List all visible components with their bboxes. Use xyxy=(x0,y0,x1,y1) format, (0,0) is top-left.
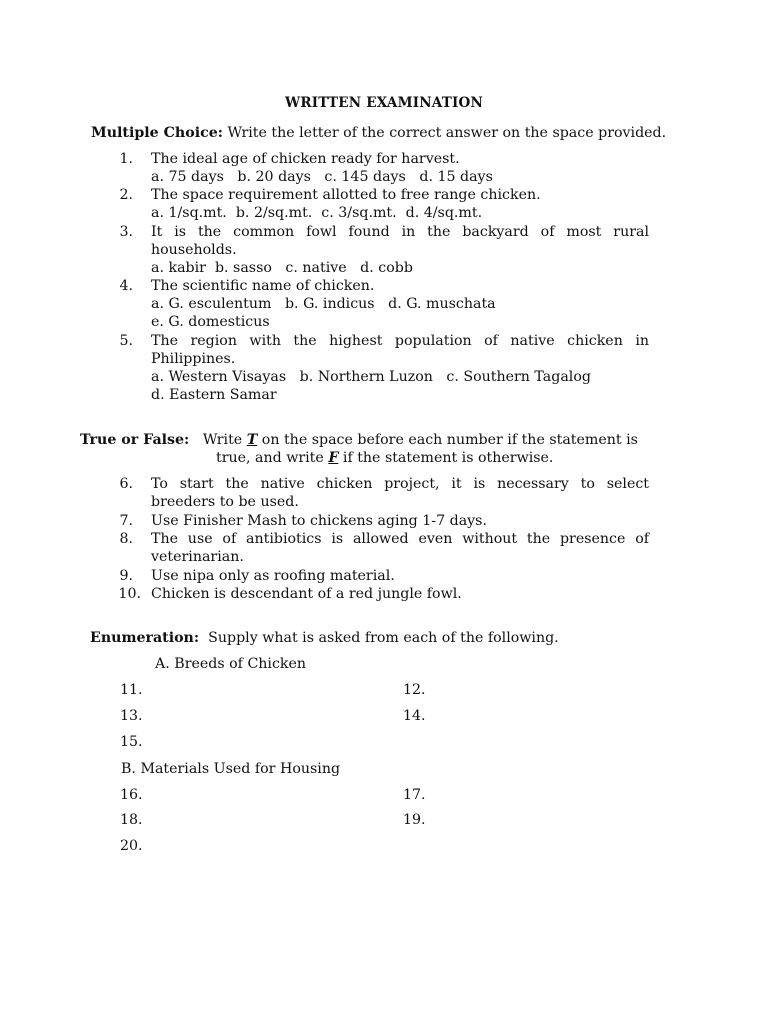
enum-instruction: Supply what is asked from each of the following. xyxy=(208,630,559,646)
question-number: 1. xyxy=(119,151,133,167)
enum-number: 20. xyxy=(120,838,143,854)
enum-number: 14. xyxy=(403,708,426,724)
tf-instruction-text: true, and write xyxy=(216,450,324,466)
enum-number: 19. xyxy=(403,812,426,828)
statement-text-continued: breeders to be used. xyxy=(151,494,299,510)
enum-number: 17. xyxy=(403,787,426,803)
question-text-continued: Philippines. xyxy=(151,351,236,367)
tf-instructions-continued xyxy=(216,449,553,467)
tf-instruction-text: on the space before each number if the statement is xyxy=(261,432,638,448)
false-letter: F xyxy=(328,450,339,466)
question-options: d. Eastern Samar xyxy=(151,387,277,403)
enum-number: 11. xyxy=(120,682,143,698)
question-number: 8. xyxy=(119,531,133,547)
statement-text: Use nipa only as roofing material. xyxy=(151,568,395,584)
enum-number: 13. xyxy=(120,708,143,724)
enum-group-label: B. Materials Used for Housing xyxy=(121,761,341,777)
mc-instructions xyxy=(91,124,666,142)
question-text: It is the common fowl found in the backyard of most rural xyxy=(151,224,649,240)
tf-heading: True or False: xyxy=(80,432,190,448)
tf-instruction-text: Write xyxy=(202,432,243,448)
question-options: a. G. esculentum b. G. indicus d. G. muschata xyxy=(151,296,496,312)
question-number: 7. xyxy=(119,513,133,529)
question-text: The scientific name of chicken. xyxy=(151,278,375,294)
page-title: WRITTEN EXAMINATION xyxy=(285,95,483,111)
question-number: 5. xyxy=(119,333,133,349)
statement-text: The use of antibiotics is allowed even without the presence of xyxy=(151,531,649,547)
question-text: The space requirement allotted to free range chicken. xyxy=(151,187,541,203)
tf-instructions xyxy=(80,431,638,449)
tf-instruction-text: if the statement is otherwise. xyxy=(342,450,554,466)
question-text-continued: households. xyxy=(151,242,237,258)
question-options: a. kabir b. sasso c. native d. cobb xyxy=(151,260,413,276)
statement-text: Use Finisher Mash to chickens aging 1-7 days. xyxy=(151,513,487,529)
mc-heading: Multiple Choice: xyxy=(91,125,223,141)
mc-instruction: Write the letter of the correct answer on the space provided. xyxy=(227,125,667,141)
true-letter: T xyxy=(246,432,258,448)
enum-number: 15. xyxy=(120,734,143,750)
question-options: a. 1/sq.mt. b. 2/sq.mt. c. 3/sq.mt. d. 4/sq.mt. xyxy=(151,205,483,221)
question-text: The ideal age of chicken ready for harvest. xyxy=(151,151,460,167)
question-number: 6. xyxy=(119,476,133,492)
question-number: 2. xyxy=(119,187,133,203)
statement-text: Chicken is descendant of a red jungle fowl. xyxy=(151,586,462,602)
question-number: 9. xyxy=(119,568,133,584)
enum-group-label: A. Breeds of Chicken xyxy=(155,656,307,672)
enum-number: 12. xyxy=(403,682,426,698)
question-options: a. Western Visayas b. Northern Luzon c. Southern Tagalog xyxy=(151,369,591,385)
enum-heading: Enumeration: xyxy=(90,630,200,646)
enum-number: 16. xyxy=(120,787,143,803)
question-options: e. G. domesticus xyxy=(151,314,270,330)
statement-text: To start the native chicken project, it is necessary to select xyxy=(151,476,649,492)
question-number: 4. xyxy=(119,278,133,294)
question-number: 3. xyxy=(119,224,133,240)
question-text: The region with the highest population of native chicken in xyxy=(151,333,649,349)
question-number: 10. xyxy=(118,586,141,602)
statement-text-continued: veterinarian. xyxy=(151,549,244,565)
question-options: a. 75 days b. 20 days c. 145 days d. 15 days xyxy=(151,169,493,185)
enum-instructions xyxy=(90,629,559,647)
enum-number: 18. xyxy=(120,812,143,828)
